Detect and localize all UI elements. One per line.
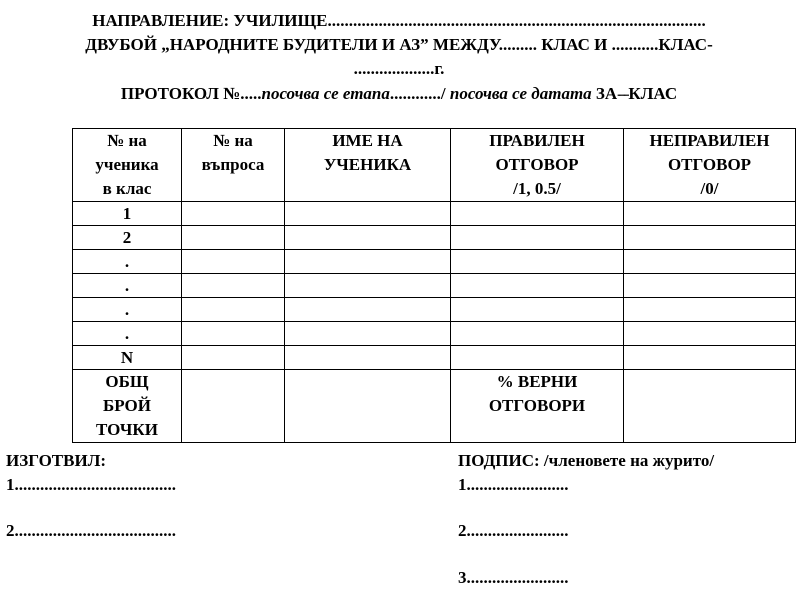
name-cell[interactable] <box>285 298 451 322</box>
prepared-by-line-1: 1...................................... <box>6 475 176 494</box>
total-name-cell[interactable] <box>285 370 451 443</box>
row-label: 2 <box>73 226 182 250</box>
wrong-cell[interactable] <box>624 250 796 274</box>
question-cell[interactable] <box>182 322 285 346</box>
question-cell[interactable] <box>182 250 285 274</box>
total-questions-cell[interactable] <box>182 370 285 443</box>
name-cell[interactable] <box>285 226 451 250</box>
correct-cell[interactable] <box>451 226 624 250</box>
row-label: . <box>73 274 182 298</box>
row-label: . <box>73 322 182 346</box>
correct-cell[interactable] <box>451 202 624 226</box>
duel-title-text: ДВУБОЙ „НАРОДНИТЕ БУДИТЕЛИ И АЗ” МЕЖДУ......... КЛАС И ...........КЛАС- <box>85 35 713 54</box>
results-table <box>72 128 796 443</box>
duel-title <box>0 34 798 56</box>
for-label: ЗА <box>591 84 618 103</box>
row-label: N <box>73 346 182 370</box>
wrong-cell[interactable] <box>624 202 796 226</box>
wrong-cell[interactable] <box>624 322 796 346</box>
correct-cell[interactable] <box>451 250 624 274</box>
name-cell[interactable] <box>285 322 451 346</box>
prepared-by-label: ИЗГОТВИЛ: <box>6 451 107 470</box>
question-cell[interactable] <box>182 346 285 370</box>
school-line <box>0 10 798 32</box>
class-dots: ......... <box>617 88 629 98</box>
question-cell[interactable] <box>182 226 285 250</box>
header-student-name: ИМЕ НА УЧЕНИКА <box>285 129 451 202</box>
name-cell[interactable] <box>285 250 451 274</box>
wrong-cell[interactable] <box>624 226 796 250</box>
table-header-row <box>73 129 796 202</box>
header-correct-answer: ПРАВИЛЕН ОТГОВОР /1, 0.5/ <box>451 129 624 202</box>
correct-cell[interactable] <box>451 274 624 298</box>
wrong-cell[interactable] <box>624 298 796 322</box>
correct-cell[interactable] <box>451 346 624 370</box>
jury-signature-line-1: 1........................ <box>458 475 569 494</box>
class-label: КЛАС <box>628 84 678 103</box>
table-row <box>73 322 796 346</box>
jury-signature-label: ПОДПИС: /членовете на журито/ <box>458 451 715 470</box>
correct-cell[interactable] <box>451 322 624 346</box>
school-line-text: НАПРАВЛЕНИЕ: УЧИЛИЩЕ......................................................................................... <box>92 11 706 30</box>
table-row <box>73 298 796 322</box>
table-row <box>73 226 796 250</box>
percent-correct-value-cell[interactable] <box>624 370 796 443</box>
year-line <box>0 58 798 80</box>
name-cell[interactable] <box>285 202 451 226</box>
total-points-label: ОБЩ БРОЙ ТОЧКИ <box>73 370 182 443</box>
percent-correct-label: % ВЕРНИ ОТГОВОРИ <box>451 370 624 443</box>
protocol-line <box>0 82 798 105</box>
date-hint: посочва се датата <box>449 84 592 103</box>
jury-signature-line-3: 3........................ <box>458 568 569 587</box>
row-label: . <box>73 298 182 322</box>
question-cell[interactable] <box>182 298 285 322</box>
table-row <box>73 274 796 298</box>
name-cell[interactable] <box>285 346 451 370</box>
table-summary-row <box>73 370 796 443</box>
question-cell[interactable] <box>182 274 285 298</box>
header-student-number: № на ученика в клас <box>73 129 182 202</box>
table-row <box>73 202 796 226</box>
question-cell[interactable] <box>182 202 285 226</box>
name-cell[interactable] <box>285 274 451 298</box>
year-line-text: ...................г. <box>353 59 445 78</box>
wrong-cell[interactable] <box>624 346 796 370</box>
wrong-cell[interactable] <box>624 274 796 298</box>
stage-hint: посочва се етапа <box>261 84 390 103</box>
protocol-separator: ............/ <box>389 84 450 103</box>
row-label: 1 <box>73 202 182 226</box>
table-row <box>73 250 796 274</box>
prepared-by-line-2: 2...................................... <box>6 521 176 540</box>
protocol-label: ПРОТОКОЛ №..... <box>120 84 262 103</box>
table-row <box>73 346 796 370</box>
correct-cell[interactable] <box>451 298 624 322</box>
header-question-number: № на въпроса <box>182 129 285 202</box>
header-wrong-answer: НЕПРАВИЛЕН ОТГОВОР /0/ <box>624 129 796 202</box>
row-label: . <box>73 250 182 274</box>
jury-signature-line-2: 2........................ <box>458 521 569 540</box>
